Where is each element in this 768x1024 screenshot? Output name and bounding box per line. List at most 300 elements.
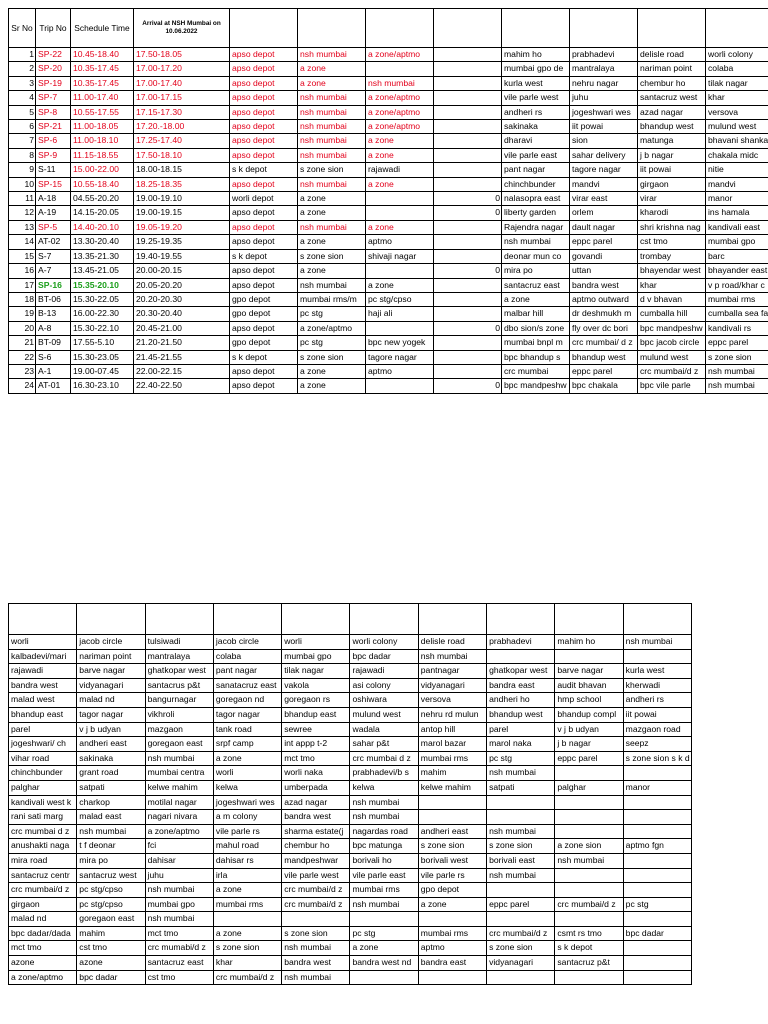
schedule-cell: nsh mumbai — [298, 278, 366, 292]
header-blank — [145, 604, 213, 635]
schedule-cell: 0 — [434, 192, 502, 206]
schedule-cell: 10 — [9, 177, 36, 191]
schedule-cell: 11.00-18.05 — [71, 120, 134, 134]
routes-table — [8, 603, 692, 985]
schedule-cell — [434, 336, 502, 350]
schedule-cell: 11.15-18.55 — [71, 148, 134, 162]
routes-cell: nsh mumbai — [282, 970, 350, 985]
schedule-cell: bpc vile parle — [638, 379, 706, 393]
schedule-row — [9, 336, 768, 350]
header-trip-no: Trip No — [36, 9, 71, 48]
schedule-cell: matunga — [638, 134, 706, 148]
schedule-cell: kurla west — [502, 76, 570, 90]
routes-cell — [555, 649, 623, 664]
routes-cell: vile parle west — [282, 868, 350, 883]
routes-row — [9, 737, 692, 752]
schedule-cell: SP-16 — [36, 278, 71, 292]
routes-cell: mulund west — [350, 707, 418, 722]
schedule-cell: chakala midc — [706, 148, 768, 162]
schedule-cell: 13.30-20.40 — [71, 235, 134, 249]
schedule-cell: juhu — [570, 91, 638, 105]
schedule-cell: mumbai gpo de — [502, 62, 570, 76]
routes-cell: crc mumabi/d z — [145, 941, 213, 956]
routes-cell: vakola — [282, 678, 350, 693]
routes-cell: vidyanagari — [487, 956, 555, 971]
schedule-cell: A-19 — [36, 206, 71, 220]
routes-cell: chembur ho — [282, 839, 350, 854]
schedule-cell — [434, 278, 502, 292]
schedule-cell: eppc parel — [570, 364, 638, 378]
schedule-cell: 14.15-20.05 — [71, 206, 134, 220]
schedule-cell: SP-20 — [36, 62, 71, 76]
routes-cell: goregaon east — [145, 737, 213, 752]
schedule-cell: s zone sion — [298, 249, 366, 263]
routes-cell: mira road — [9, 853, 77, 868]
routes-cell: mct tmo — [9, 941, 77, 956]
routes-cell: goregaon rs — [282, 693, 350, 708]
schedule-cell: 13.35-21.30 — [71, 249, 134, 263]
routes-cell: goregaon nd — [213, 693, 281, 708]
routes-cell: nsh mumbai — [145, 912, 213, 927]
routes-cell: santacruz centr — [9, 868, 77, 883]
header-blank — [638, 9, 706, 48]
schedule-cell: aptmo outward — [570, 292, 638, 306]
schedule-row — [9, 249, 768, 263]
schedule-cell: bhayendar west — [638, 264, 706, 278]
routes-cell — [555, 766, 623, 781]
schedule-cell: SP-22 — [36, 48, 71, 62]
routes-cell: kandivali west k — [9, 795, 77, 810]
header-blank — [623, 604, 691, 635]
routes-cell: nsh mumbai — [623, 635, 691, 650]
routes-cell: mumbai centra — [145, 766, 213, 781]
schedule-cell: A-7 — [36, 264, 71, 278]
schedule-row — [9, 278, 768, 292]
routes-cell — [555, 824, 623, 839]
routes-row — [9, 707, 692, 722]
schedule-cell: 2 — [9, 62, 36, 76]
schedule-cell: SP-8 — [36, 105, 71, 119]
routes-cell: parel — [487, 722, 555, 737]
header-blank — [350, 604, 418, 635]
schedule-cell: apso depot — [230, 76, 298, 90]
schedule-cell: 10.35-17.45 — [71, 76, 134, 90]
schedule-cell: mumbai bnpl m — [502, 336, 570, 350]
routes-row — [9, 751, 692, 766]
routes-cell: crc mumbai/d z — [282, 897, 350, 912]
schedule-cell: 21.45-21.55 — [134, 350, 230, 364]
schedule-cell: 19.00-07.45 — [71, 364, 134, 378]
schedule-cell — [434, 62, 502, 76]
schedule-cell: apso depot — [230, 91, 298, 105]
routes-cell: kelwe mahim — [145, 780, 213, 795]
routes-cell: wadala — [350, 722, 418, 737]
routes-cell: malad nd — [77, 693, 145, 708]
routes-cell: manor — [623, 780, 691, 795]
schedule-cell: nalasopra east — [502, 192, 570, 206]
schedule-cell: prabhadevi — [570, 48, 638, 62]
routes-row — [9, 678, 692, 693]
schedule-row — [9, 120, 768, 134]
schedule-cell: pc stg — [298, 307, 366, 321]
schedule-cell: 18.25-18.35 — [134, 177, 230, 191]
schedule-cell: apso depot — [230, 220, 298, 234]
routes-cell — [350, 970, 418, 985]
schedule-cell: s zone sion — [298, 350, 366, 364]
routes-cell: azone — [9, 956, 77, 971]
schedule-cell: dr deshmukh m — [570, 307, 638, 321]
routes-cell: worli — [282, 635, 350, 650]
schedule-cell: 16.00-22.30 — [71, 307, 134, 321]
routes-cell — [418, 912, 486, 927]
header-blank — [230, 9, 298, 48]
routes-header-row — [9, 604, 692, 635]
routes-cell — [487, 970, 555, 985]
schedule-cell — [366, 379, 434, 393]
routes-cell — [213, 912, 281, 927]
routes-cell: asi colony — [350, 678, 418, 693]
routes-cell: nsh mumbai — [145, 751, 213, 766]
schedule-cell: 0 — [434, 379, 502, 393]
routes-cell: dahisar rs — [213, 853, 281, 868]
routes-cell: vile parle east — [350, 868, 418, 883]
routes-cell — [555, 868, 623, 883]
schedule-cell — [434, 220, 502, 234]
header-blank — [298, 9, 366, 48]
routes-cell: parel — [9, 722, 77, 737]
schedule-cell: nsh mumbai — [298, 134, 366, 148]
schedule-cell — [366, 206, 434, 220]
routes-cell: bangurnagar — [145, 693, 213, 708]
schedule-cell: mumbai rms — [706, 292, 768, 306]
routes-row — [9, 897, 692, 912]
routes-cell: prabhadevi/b s — [350, 766, 418, 781]
routes-cell: marol naka — [487, 737, 555, 752]
schedule-cell: mahim ho — [502, 48, 570, 62]
schedule-cell: apso depot — [230, 278, 298, 292]
schedule-cell: mumbai gpo — [706, 235, 768, 249]
routes-cell: bandra west — [9, 678, 77, 693]
routes-row — [9, 635, 692, 650]
routes-cell: s zone sion s k d — [623, 751, 691, 766]
schedule-cell: a zone — [298, 379, 366, 393]
schedule-cell: AT-02 — [36, 235, 71, 249]
schedule-cell: a zone — [366, 148, 434, 162]
routes-cell: jogeshwari/ ch — [9, 737, 77, 752]
routes-cell: borivali east — [487, 853, 555, 868]
schedule-row — [9, 76, 768, 90]
schedule-cell: cst tmo — [638, 235, 706, 249]
routes-cell: crc mumbai d z — [9, 824, 77, 839]
routes-cell: irla — [213, 868, 281, 883]
schedule-cell: s k depot — [230, 249, 298, 263]
schedule-cell: B-13 — [36, 307, 71, 321]
routes-cell: colaba — [213, 649, 281, 664]
schedule-cell: bpc mandpeshw — [502, 379, 570, 393]
schedule-cell: worli colony — [706, 48, 768, 62]
schedule-cell: 17.55-5.10 — [71, 336, 134, 350]
routes-cell: kelwa — [350, 780, 418, 795]
schedule-cell: sion — [570, 134, 638, 148]
schedule-cell: 5 — [9, 105, 36, 119]
schedule-row — [9, 134, 768, 148]
routes-cell: pc stg/cpso — [77, 883, 145, 898]
schedule-cell: S-7 — [36, 249, 71, 263]
schedule-cell: 12 — [9, 206, 36, 220]
routes-cell: bandra west — [282, 810, 350, 825]
schedule-cell: dharavi — [502, 134, 570, 148]
routes-cell: mahim — [77, 926, 145, 941]
routes-cell: versova — [418, 693, 486, 708]
routes-row — [9, 649, 692, 664]
routes-cell: pc stg — [350, 926, 418, 941]
schedule-cell — [434, 249, 502, 263]
schedule-row — [9, 220, 768, 234]
schedule-cell: chinchbunder — [502, 177, 570, 191]
routes-cell: iit powai — [623, 707, 691, 722]
routes-cell: andheri east — [77, 737, 145, 752]
routes-cell: charkop — [77, 795, 145, 810]
header-blank — [366, 9, 434, 48]
schedule-cell: 15.00-22.00 — [71, 163, 134, 177]
routes-row — [9, 956, 692, 971]
routes-cell — [623, 766, 691, 781]
routes-cell: azone — [77, 956, 145, 971]
schedule-cell: nsh mumbai — [706, 379, 768, 393]
routes-cell: rajawadi — [350, 664, 418, 679]
schedule-cell: bpc jacob circle — [638, 336, 706, 350]
schedule-cell — [434, 235, 502, 249]
routes-cell: s zone sion — [213, 941, 281, 956]
schedule-cell: 15.30-22.05 — [71, 292, 134, 306]
schedule-header-row — [9, 9, 768, 48]
schedule-cell — [434, 91, 502, 105]
schedule-cell: manor — [706, 192, 768, 206]
routes-cell — [623, 868, 691, 883]
schedule-cell: eppc parel — [706, 336, 768, 350]
schedule-cell: 17.00-17.20 — [134, 62, 230, 76]
routes-cell — [487, 795, 555, 810]
routes-row — [9, 810, 692, 825]
routes-cell: rajawadi — [9, 664, 77, 679]
schedule-cell: santacruz east — [502, 278, 570, 292]
routes-cell: fci — [145, 839, 213, 854]
routes-cell: nsh mumbai — [487, 766, 555, 781]
schedule-cell: a zone — [366, 278, 434, 292]
schedule-cell: 20.20-20.30 — [134, 292, 230, 306]
routes-cell: a zone — [213, 926, 281, 941]
schedule-cell: apso depot — [230, 379, 298, 393]
routes-cell: crc mumbai/d z — [282, 883, 350, 898]
schedule-cell: bhavani shanka — [706, 134, 768, 148]
schedule-cell: a zone — [298, 192, 366, 206]
routes-cell: motilal nagar — [145, 795, 213, 810]
schedule-cell: d v bhavan — [638, 292, 706, 306]
schedule-cell: a zone — [298, 62, 366, 76]
schedule-cell: nariman point — [638, 62, 706, 76]
routes-row — [9, 926, 692, 941]
schedule-cell: khar — [638, 278, 706, 292]
schedule-cell: A-1 — [36, 364, 71, 378]
routes-cell — [418, 795, 486, 810]
schedule-cell: bpc mandpeshw — [638, 321, 706, 335]
routes-row — [9, 664, 692, 679]
routes-cell: prabhadevi — [487, 635, 555, 650]
schedule-cell: pant nagar — [502, 163, 570, 177]
schedule-cell: 10.35-17.45 — [71, 62, 134, 76]
routes-cell: delisle road — [418, 635, 486, 650]
schedule-cell: 19.40-19.55 — [134, 249, 230, 263]
schedule-cell: 15 — [9, 249, 36, 263]
routes-cell — [623, 810, 691, 825]
schedule-cell: tilak nagar — [706, 76, 768, 90]
schedule-cell: mulund west — [638, 350, 706, 364]
schedule-cell: 22.40-22.50 — [134, 379, 230, 393]
routes-cell: grant road — [77, 766, 145, 781]
routes-cell: a zone/aptmo — [145, 824, 213, 839]
schedule-row — [9, 206, 768, 220]
routes-cell: pc stg/cpso — [77, 897, 145, 912]
routes-cell — [487, 883, 555, 898]
routes-cell: nsh mumbai — [487, 824, 555, 839]
schedule-cell: a zone/aptmo — [366, 120, 434, 134]
schedule-row — [9, 62, 768, 76]
routes-row — [9, 970, 692, 985]
schedule-cell: 11.00-18.10 — [71, 134, 134, 148]
routes-cell: nsh mumbai — [77, 824, 145, 839]
schedule-cell: a zone/aptmo — [366, 48, 434, 62]
routes-cell: bpc dadar — [77, 970, 145, 985]
schedule-cell: bhandup west — [570, 350, 638, 364]
schedule-cell: 19.00-19.10 — [134, 192, 230, 206]
schedule-cell: 17.00-17.40 — [134, 76, 230, 90]
schedule-cell: 18 — [9, 292, 36, 306]
routes-cell: barve nagar — [555, 664, 623, 679]
routes-row — [9, 766, 692, 781]
schedule-cell — [434, 48, 502, 62]
routes-cell — [623, 824, 691, 839]
schedule-cell: pc stg/cpso — [366, 292, 434, 306]
schedule-cell: cumballa sea fa — [706, 307, 768, 321]
schedule-cell: a zone — [298, 264, 366, 278]
routes-cell: t f deonar — [77, 839, 145, 854]
schedule-row — [9, 148, 768, 162]
routes-cell: pc stg — [487, 751, 555, 766]
routes-cell: ghatkopar west — [145, 664, 213, 679]
routes-cell: hmp school — [555, 693, 623, 708]
routes-cell — [623, 912, 691, 927]
routes-cell — [555, 810, 623, 825]
routes-cell: s zone sion — [487, 941, 555, 956]
schedule-cell: bpc chakala — [570, 379, 638, 393]
routes-cell: mumbai rms — [418, 926, 486, 941]
routes-cell: jacob circle — [77, 635, 145, 650]
schedule-cell: 11 — [9, 192, 36, 206]
schedule-row — [9, 292, 768, 306]
schedule-cell: bpc bhandup s — [502, 350, 570, 364]
header-blank — [418, 604, 486, 635]
routes-cell: bhandup east — [9, 707, 77, 722]
schedule-cell: 22 — [9, 350, 36, 364]
schedule-cell: nsh mumbai — [502, 235, 570, 249]
schedule-cell: SP-15 — [36, 177, 71, 191]
routes-cell: v j b udyan — [77, 722, 145, 737]
schedule-cell: 17.50-18.10 — [134, 148, 230, 162]
routes-row — [9, 868, 692, 883]
schedule-row — [9, 379, 768, 393]
schedule-cell: 17.50-18.05 — [134, 48, 230, 62]
schedule-cell: iit powai — [570, 120, 638, 134]
schedule-cell: azad nagar — [638, 105, 706, 119]
routes-cell: bhandup compl — [555, 707, 623, 722]
routes-cell — [418, 970, 486, 985]
schedule-cell: apso depot — [230, 235, 298, 249]
routes-cell — [623, 956, 691, 971]
routes-cell: crc mumbai/d z — [9, 883, 77, 898]
header-blank — [570, 9, 638, 48]
schedule-cell: 15.35-20.10 — [71, 278, 134, 292]
schedule-cell: malbar hill — [502, 307, 570, 321]
schedule-cell: tagore nagar — [570, 163, 638, 177]
schedule-cell: nsh mumbai — [366, 76, 434, 90]
routes-cell: juhu — [145, 868, 213, 883]
schedule-cell: kandivali east — [706, 220, 768, 234]
routes-cell: bandra west — [282, 956, 350, 971]
header-blank — [282, 604, 350, 635]
routes-cell: mahul road — [213, 839, 281, 854]
schedule-cell: 17 — [9, 278, 36, 292]
schedule-row — [9, 235, 768, 249]
routes-cell: aptmo — [418, 941, 486, 956]
schedule-cell — [434, 350, 502, 364]
schedule-cell — [434, 120, 502, 134]
routes-cell: mazgaon road — [623, 722, 691, 737]
header-blank — [487, 604, 555, 635]
routes-row — [9, 693, 692, 708]
schedule-cell: S-11 — [36, 163, 71, 177]
schedule-cell: tagore nagar — [366, 350, 434, 364]
schedule-cell: 3 — [9, 76, 36, 90]
routes-cell: worli colony — [350, 635, 418, 650]
schedule-cell: a zone — [502, 292, 570, 306]
routes-cell: satpati — [487, 780, 555, 795]
routes-cell: worli — [213, 766, 281, 781]
schedule-cell: kharodi — [638, 206, 706, 220]
schedule-cell: orlem — [570, 206, 638, 220]
schedule-cell: crc mumbai — [502, 364, 570, 378]
routes-cell: borivali ho — [350, 853, 418, 868]
routes-cell: crc mumbai/d z — [555, 897, 623, 912]
schedule-cell: bhayander east — [706, 264, 768, 278]
routes-row — [9, 941, 692, 956]
routes-cell: sahar p&t — [350, 737, 418, 752]
schedule-cell: AT-01 — [36, 379, 71, 393]
schedule-cell: rajawadi — [366, 163, 434, 177]
schedule-cell: 21.20-21.50 — [134, 336, 230, 350]
schedule-cell: 20 — [9, 321, 36, 335]
schedule-cell: vile parle east — [502, 148, 570, 162]
routes-row — [9, 839, 692, 854]
schedule-cell: vile parle west — [502, 91, 570, 105]
routes-cell: tank road — [213, 722, 281, 737]
schedule-cell: aptmo — [366, 235, 434, 249]
routes-cell: vihar road — [9, 751, 77, 766]
routes-row — [9, 722, 692, 737]
schedule-cell: Rajendra nagar — [502, 220, 570, 234]
routes-cell: umberpada — [282, 780, 350, 795]
schedule-cell: 17.00-17.15 — [134, 91, 230, 105]
schedule-cell: nsh mumbai — [298, 105, 366, 119]
